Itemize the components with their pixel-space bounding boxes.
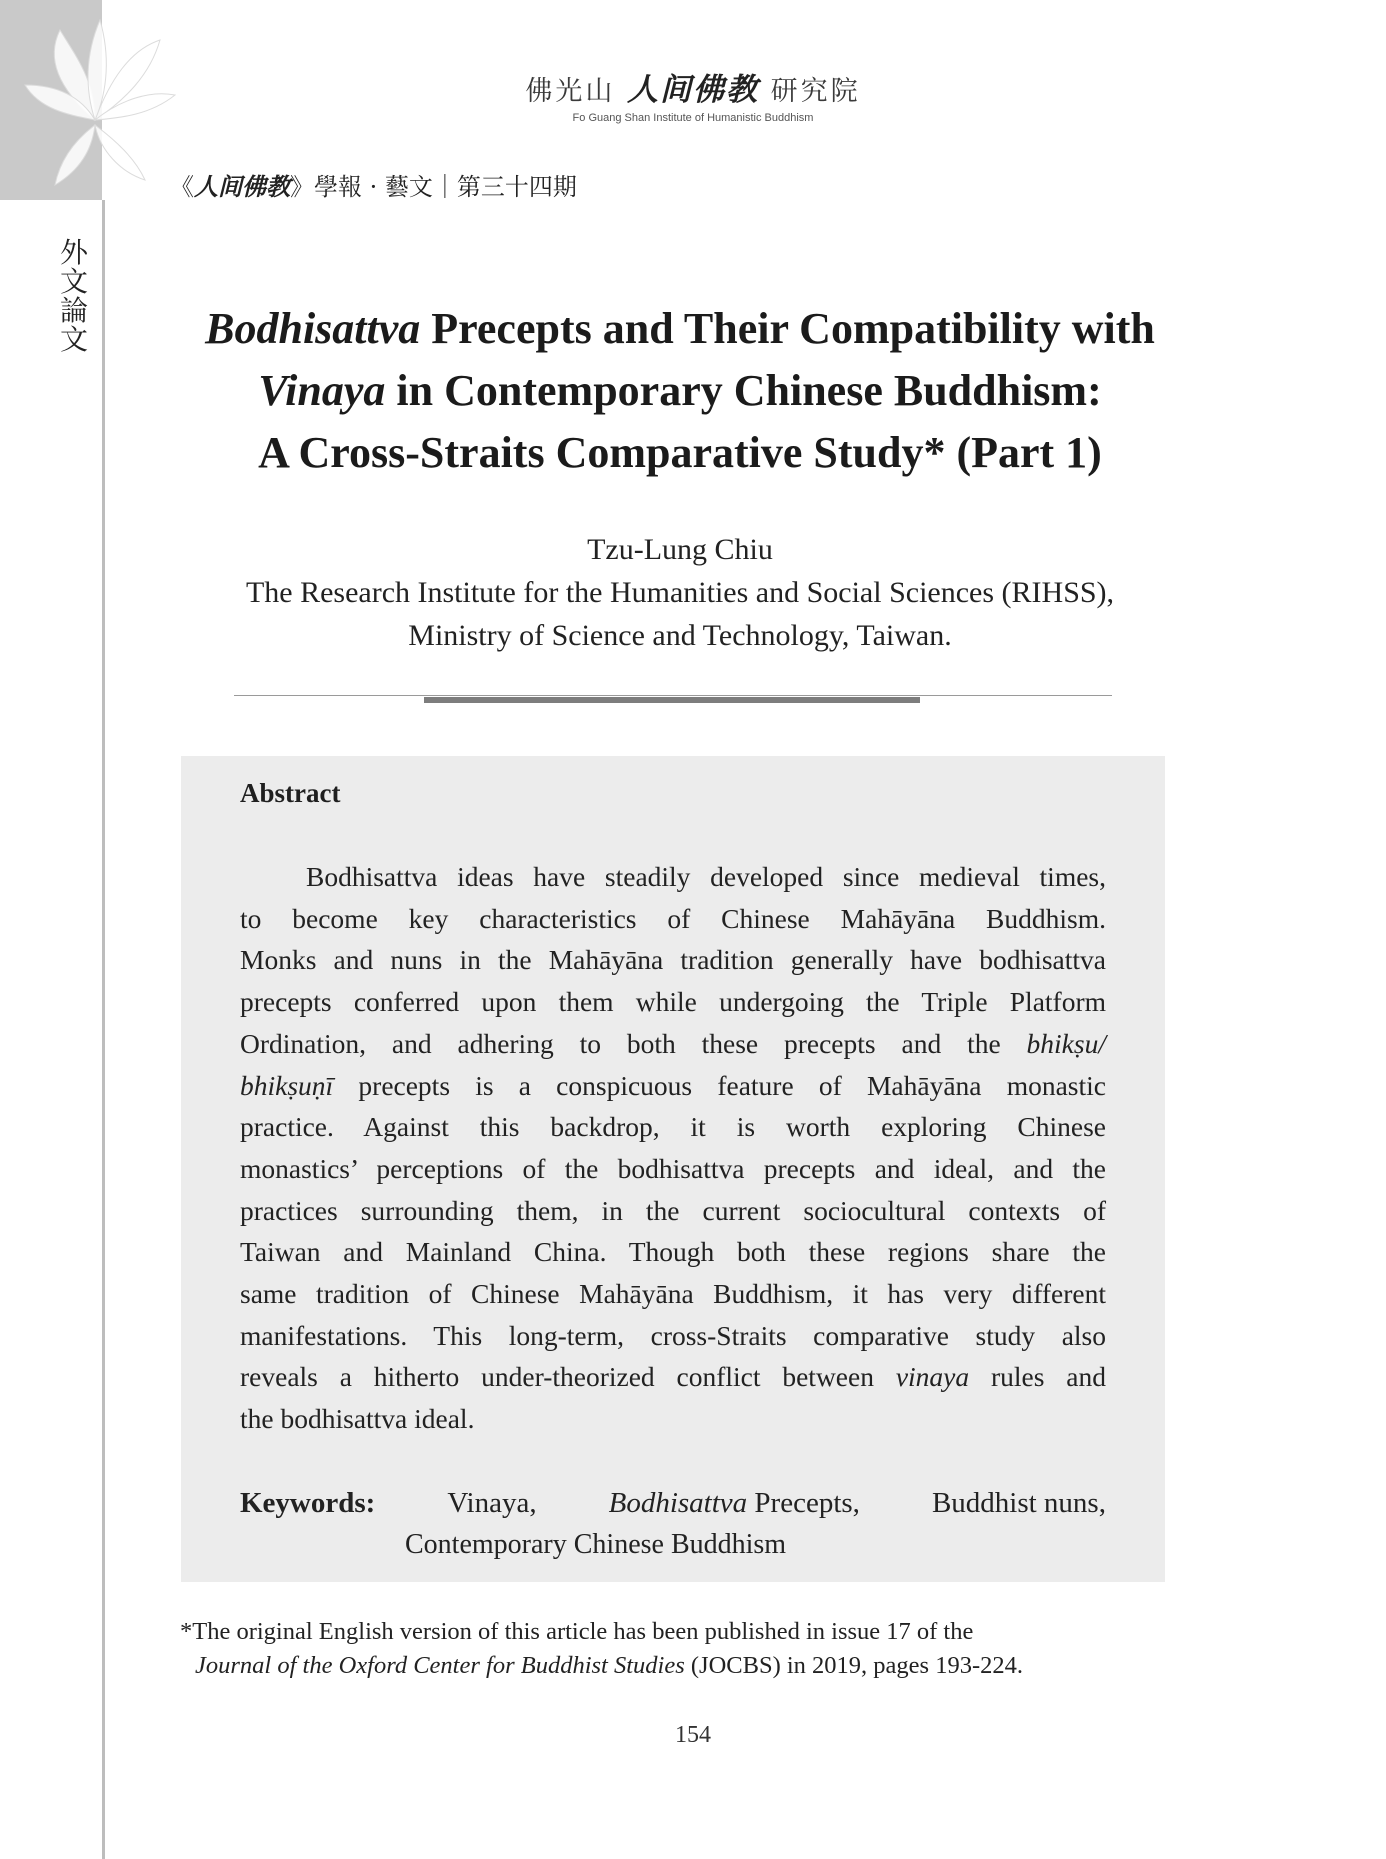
section-label-char: 外 [59, 236, 88, 269]
abstract-line [240, 1023, 1106, 1065]
keyword [609, 1482, 860, 1524]
abstract-line [240, 1356, 1106, 1398]
section-label-vertical [58, 238, 90, 354]
title-italic: Vinaya [258, 366, 386, 415]
abstract-text: Ordination, and adhering to both these precepts and the [240, 1027, 1027, 1059]
divider-thick [424, 697, 920, 703]
abstract-line: practice. Against this backdrop, it is worth exploring Chinese [240, 1111, 1106, 1143]
section-label-char: 文 [59, 323, 88, 356]
title-italic: Bodhisattva [205, 304, 421, 353]
keyword: Buddhist nuns, [931, 1487, 1106, 1519]
institute-brand-calligraphy: 人间佛教 [627, 72, 759, 108]
footnote [180, 1615, 1170, 1683]
abstract-line: to become key characteristics of Chinese Mahāyāna Buddhism. [240, 902, 1106, 934]
divider-thin [234, 695, 1112, 696]
institute-name-chinese [0, 64, 1386, 109]
section-label-char: 論 [59, 294, 88, 327]
institute-name-english: Fo Guang Shan Institute of Humanistic Buddhism [572, 112, 814, 124]
keywords-label: Keywords: [240, 1487, 376, 1519]
abstract-line: manifestations. This long-term, cross-Straits comparative study also [240, 1319, 1106, 1351]
abstract-line: precepts conferred upon them while undergoing the Triple Platform [240, 986, 1106, 1018]
abstract-italic: bhikṣuṇī [240, 1069, 334, 1101]
journal-open-bracket: 《 [170, 173, 194, 201]
keyword-text: Precepts, [747, 1487, 860, 1519]
title-line [130, 360, 1230, 422]
author-affiliation: Ministry of Science and Technology, Taiwan. [408, 619, 952, 652]
abstract-text: reveals a hitherto under-theorized conflict between [240, 1361, 896, 1393]
abstract-line: Monks and nuns in the Mahāyāna tradition generally have bodhisattva [240, 944, 1106, 976]
abstract-line [240, 1065, 1106, 1107]
abstract-line: monastics’ perceptions of the bodhisattva precepts and ideal, and the [240, 1152, 1106, 1184]
institute-name-right: 研究院 [770, 76, 861, 107]
footnote-line: *The original English version of this article has been published in issue 17 of the [180, 1618, 974, 1645]
title-text: Precepts and Their Compatibility with [420, 304, 1155, 353]
keyword: Vinaya, [447, 1487, 537, 1519]
footnote-text: (JOCBS) in 2019, pages 193-224. [684, 1652, 1023, 1679]
article-title [130, 298, 1230, 484]
institute-name-left: 佛光山 [525, 76, 616, 107]
keyword-italic: Bodhisattva [608, 1487, 748, 1519]
abstract-text: rules and [969, 1361, 1106, 1393]
journal-brand: 人间佛教 [194, 172, 290, 201]
footnote-line [180, 1649, 1170, 1683]
footnote-journal-title: Journal of the Oxford Center for Buddhist Studies [195, 1652, 685, 1679]
keywords-row [240, 1482, 1106, 1524]
keyword: Contemporary Chinese Buddhism [405, 1529, 787, 1560]
page-number: 154 [675, 1722, 711, 1748]
abstract-line: practices surrounding them, in the current sociocultural contexts of [240, 1194, 1106, 1226]
abstract-heading: Abstract [240, 778, 341, 808]
author-block [130, 528, 1230, 657]
author-name: Tzu-Lung Chiu [587, 533, 773, 566]
journal-running-header [170, 167, 577, 202]
abstract-line: same tradition of Chinese Mahāyāna Buddhism, it has very different [240, 1278, 1106, 1310]
abstract-line: Bodhisattva ideas have steadily developed since medieval times, [306, 861, 1106, 892]
abstract-line: Taiwan and Mainland China. Though both these regions share the [240, 1236, 1106, 1268]
title-text: in Contemporary Chinese Buddhism: [385, 366, 1102, 415]
abstract-text: precepts is a conspicuous feature of Mahāyāna monastic [333, 1069, 1106, 1101]
journal-issue: 》學報 · 藝文｜第三十四期 [290, 173, 577, 201]
title-line [130, 298, 1230, 360]
author-affiliation: The Research Institute for the Humanities and Social Sciences (RIHSS), [245, 576, 1115, 609]
section-label-char: 文 [59, 265, 88, 298]
title-line: A Cross-Straits Comparative Study* (Part 1) [258, 428, 1102, 477]
left-margin-rule [102, 200, 105, 1859]
keywords [240, 1482, 1106, 1566]
abstract-line: the bodhisattva ideal. [240, 1403, 475, 1435]
abstract-italic: bhikṣu/ [1026, 1027, 1106, 1059]
abstract-italic: vinaya [895, 1361, 970, 1393]
abstract-body [240, 856, 1106, 1440]
